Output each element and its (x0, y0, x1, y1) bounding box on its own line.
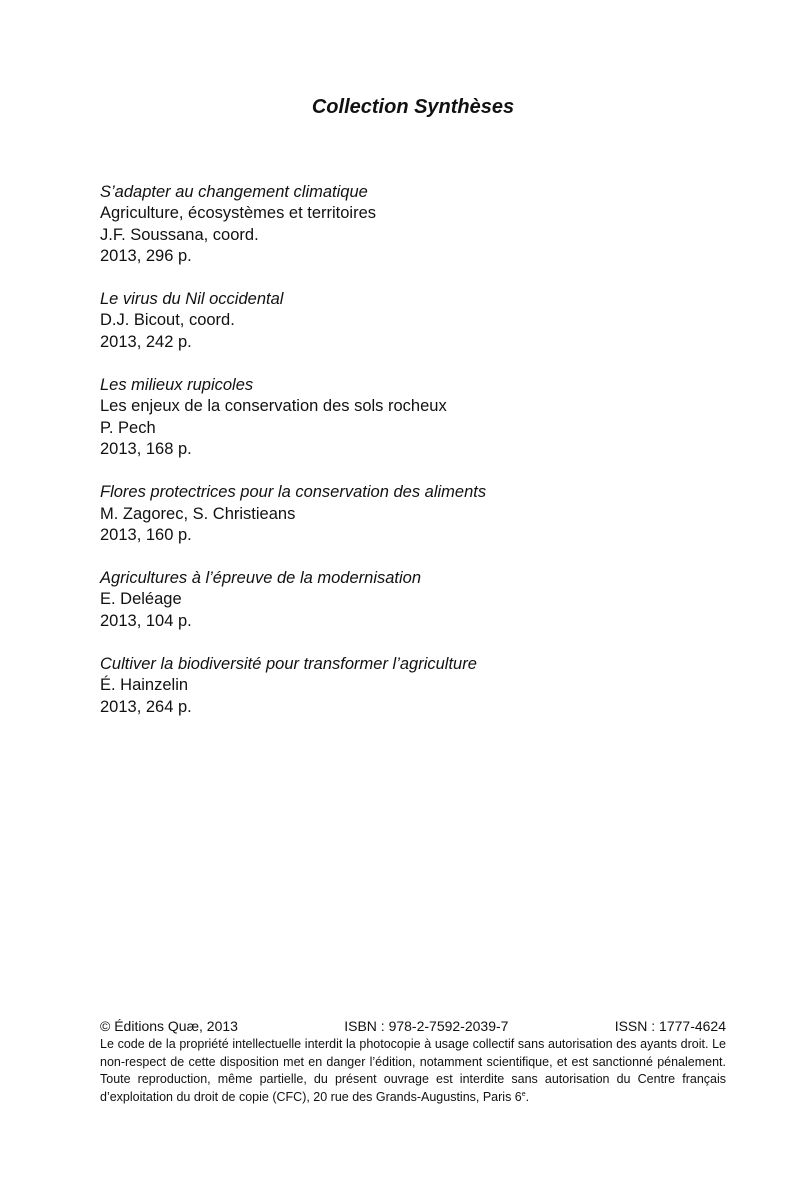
copyright-notice: © Éditions Quæ, 2013 (100, 1018, 238, 1034)
copyright-footer (100, 1017, 726, 1106)
book-year-pages: 2013, 168 p. (100, 439, 192, 458)
book-entry (100, 568, 740, 632)
issn: ISSN : 1777-4624 (614, 1018, 726, 1034)
book-author: M. Zagorec, S. Christieans (100, 504, 296, 523)
collection-title: Collection Synthèses (311, 96, 515, 118)
book-title: Agricultures à l’épreuve de la modernisation (100, 569, 422, 588)
book-author: D.J. Bicout, coord. (100, 311, 235, 330)
book-author: J.F. Soussana, coord. (100, 225, 259, 244)
book-entry (100, 289, 740, 353)
book-subtitle: Les enjeux de la conservation des sols rocheux (100, 397, 447, 416)
book-title: Les milieux rupicoles (100, 376, 254, 395)
legal-text: Le code de la propriété intellectuelle interdit la photocopie à usage collectif sans autorisation des ayants droit. Le non-respect de cette disposition met en danger l’édition, notamment scientifique, et est sanctionné pénalement. Toute reproduction, même partielle, du présent ouvrage est interdite sans autorisation du Centre français d’exploitation du droit de copie (CFC), 20 rue des Grands-Augustins, Paris 6 (100, 1037, 726, 1104)
book-title: Flores protectrices pour la conservation des aliments (100, 483, 487, 502)
book-title: S’adapter au changement climatique (100, 183, 368, 201)
book-title: Le virus du Nil occidental (100, 290, 284, 309)
book-year-pages: 2013, 264 p. (100, 697, 192, 716)
book-entry (100, 375, 740, 460)
book-title: Cultiver la biodiversité pour transformer l’agriculture (100, 655, 477, 674)
book-author: É. Hainzelin (100, 676, 189, 695)
book-year-pages: 2013, 296 p. (100, 246, 192, 265)
book-year-pages: 2013, 242 p. (100, 332, 192, 351)
book-entry (100, 482, 740, 546)
legal-end: . (525, 1089, 530, 1104)
book-year-pages: 2013, 104 p. (100, 611, 192, 630)
book-entry (100, 654, 740, 718)
legal-superscript: e (521, 1090, 526, 1098)
isbn: ISBN : 978-2-7592-2039-7 (344, 1018, 509, 1034)
book-list (100, 182, 740, 740)
legal-notice (100, 1036, 726, 1106)
book-subtitle: Agriculture, écosystèmes et territoires (100, 204, 377, 223)
book-author: P. Pech (100, 418, 156, 437)
book-year-pages: 2013, 160 p. (100, 525, 192, 544)
book-entry (100, 182, 740, 267)
publication-info (100, 1017, 726, 1036)
book-author: E. Deléage (100, 590, 182, 609)
